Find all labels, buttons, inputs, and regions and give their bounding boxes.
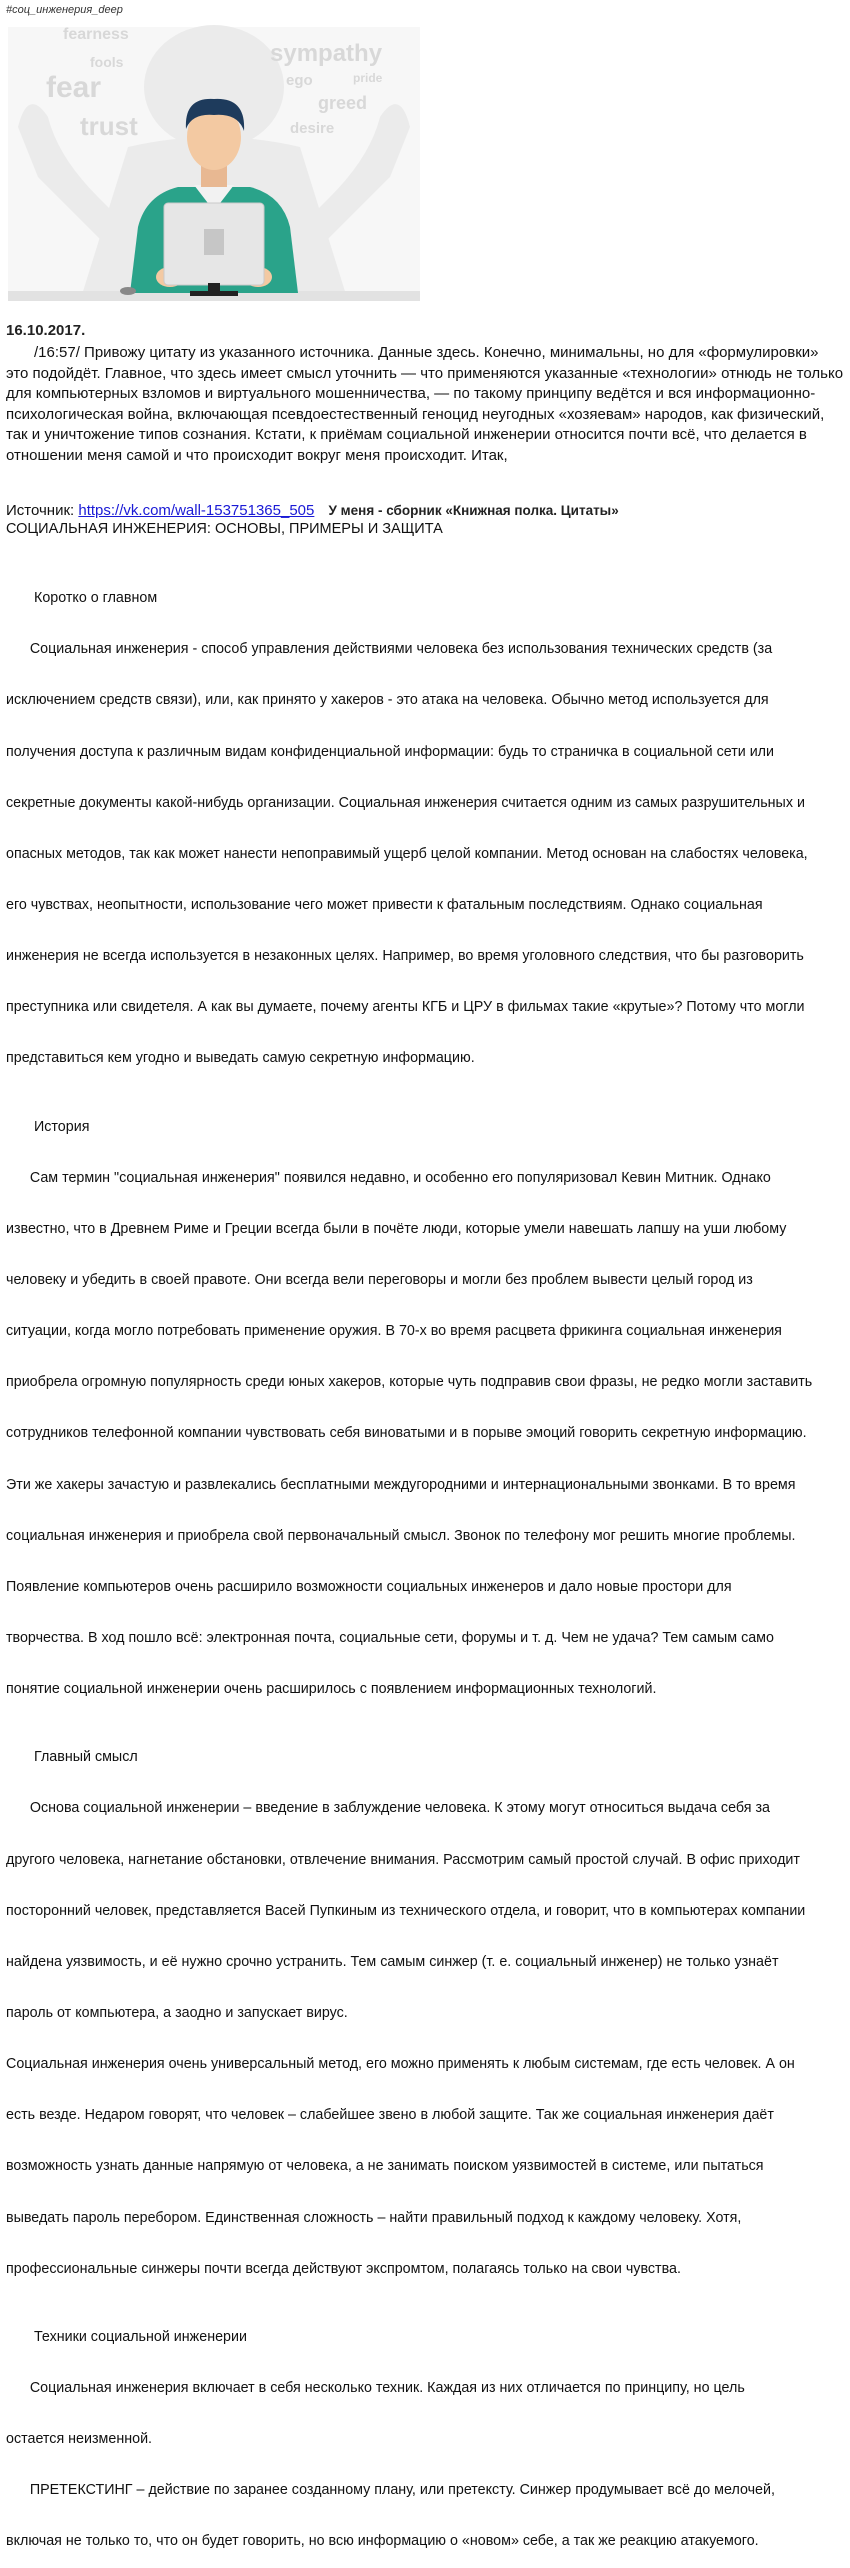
source-label: Источник:	[6, 502, 75, 519]
section-heading: Коротко о главном	[34, 590, 158, 607]
hacker-illustration	[8, 27, 420, 301]
word-pride: pride	[353, 71, 383, 85]
body-line: выведать пароль перебором. Единственная сложность – найти правильный подход к каждому человеку. Хотя,	[6, 2209, 742, 2226]
intro-line: психологическая война, включающая псевдоестественный геноцид неугодных «хозяевам» народов, как физический,	[6, 405, 825, 423]
body-line: другого человека, нагнетание обстановки, отвлечение внимания. Рассмотрим самый простой случай. В офис приходит	[6, 1851, 800, 1868]
intro-line: для компьютерных взломов и виртуального мошенничества, — по такому принципу ведётся и вся информационно-	[6, 385, 816, 402]
word-trust: trust	[80, 111, 138, 141]
body-line: Социальная инженерия включает в себя несколько техник. Каждая из них отличается по принципу, но цель	[6, 2380, 745, 2397]
intro-line: отношении меня самой и что происходит вокруг меня происходит. Итак,	[6, 446, 508, 464]
body-line: Эти же хакеры зачастую и развлекались бесплатными междугородними и интернациональными звонками. В то время	[6, 1476, 796, 1493]
body-line: ПРЕТЕКСТИНГ – действие по заранее созданному плану, или претексту. Синжер продумывает всё до мелочей,	[6, 2482, 775, 2499]
body-line: профессиональные синжеры почти всегда действуют экспромтом, полагаясь только на свои чувства.	[6, 2260, 681, 2277]
article-title: СОЦИАЛЬНАЯ ИНЖЕНЕРИЯ: ОСНОВЫ, ПРИМЕРЫ И ЗАЩИТА	[6, 521, 443, 537]
word-desire: desire	[290, 120, 335, 137]
body-line: человеку и убедить в своей правоте. Они всегда вели переговоры и могли без проблем вывести целый город из	[6, 1271, 753, 1288]
body-line: представиться кем угодно и выведать самую секретную информацию.	[6, 1050, 475, 1067]
body-line: ситуации, когда могло потребовать применение оружия. В 70-х во время расцвета фрикинга социальная инженерия	[6, 1323, 782, 1340]
intro-line: /16:57/ Привожу цитату из указанного источника. Данные здесь. Конечно, минимальны, но для «формулировки»	[34, 344, 819, 361]
body-line: Социальная инженерия очень универсальный метод, его можно применять к любым системам, где есть человек. А он	[6, 2056, 795, 2073]
body-line: включая не только то, что он будет говорить, но всю информацию о «новом» себе, а так же реакцию атакуемого.	[6, 2533, 759, 2550]
body-line: есть везде. Недаром говорят, что человек – слабейшее звено в любой защите. Так же социальная инженерия даёт	[6, 2107, 774, 2124]
body-line: Основа социальной инженерии – введение в заблуждение человека. К этому могут относиться выдача себя за	[6, 1800, 770, 1817]
body-line: творчества. В ход пошло всё: электронная почта, социальные сети, форумы и т. д. Чем не удача? Тем самым само	[6, 1629, 774, 1646]
word-fearness: fearness	[63, 26, 129, 43]
word-ego: ego	[286, 72, 313, 89]
body-line: опасных методов, так как может нанести непоправимый ущерб целой компании. Метод основан на слабостях человека,	[6, 845, 808, 862]
body-line: возможность узнать данные напрямую от человека, а не занимать поиском уязвимостей в системе, или пытаться	[6, 2158, 764, 2175]
body-line: Социальная инженерия - способ управления действиями человека без использования технических средств (за	[6, 641, 773, 658]
body-line: известно, что в Древнем Риме и Греции всегда были в почёте люди, которые умели навешать лапшу на уши любому	[6, 1220, 787, 1237]
post-date: 16.10.2017.	[6, 322, 86, 339]
body-line: секретные документы какой-нибудь организации. Социальная инженерия считается одним из самых разрушительных и	[6, 794, 805, 811]
word-sympathy: sympathy	[270, 40, 383, 67]
body-line: Появление компьютеров очень расширило возможности социальных инженеров и дало новые простори для	[6, 1578, 732, 1595]
section-heading: Главный смысл	[34, 1749, 138, 1766]
body-line: приобрела огромную популярность среди юных хакеров, которые чуть подправив свои фразы, не редко могли заставить	[6, 1374, 813, 1391]
intro-line: так и уничтожение типов сознания. Кстати, к приёмам социальной инженерии относится почти всё, что делается в	[6, 426, 807, 443]
article-body	[6, 556, 842, 2568]
hashtag-label: #соц_инженерия_deep	[6, 4, 123, 16]
body-line: его чувствах, неопытности, использование чего может привести к фатальным последствиям. Однако социальная	[6, 896, 763, 913]
word-fools: fools	[90, 54, 124, 70]
word-fear: fear	[46, 71, 102, 104]
body-line: понятие социальной инженерии очень расширилось с появлением информационных технологий.	[6, 1681, 657, 1698]
intro-line: это подойдёт. Главное, что здесь имеет смысл уточнить — что применяются указанные «технологии» отнюдь не только	[6, 364, 844, 382]
body-line: социальная инженерия и приобрела свой первоначальный смысл. Звонок по телефону мог решить многие проблемы.	[6, 1527, 796, 1544]
source-line	[6, 502, 619, 519]
body-line: преступника или свидетеля. А как вы думаете, почему агенты КГБ и ЦРУ в фильмах такие «крутые»? Потому что могли	[6, 999, 805, 1016]
body-line: остается неизменной.	[6, 2431, 153, 2448]
body-line: посторонний человек, представляется Васей Пупкиным из технического отдела, и говорит, что в компьютерах компании	[6, 1902, 806, 1919]
bookshelf-note: У меня - сборник «Книжная полка. Цитаты»	[328, 503, 619, 518]
body-line: Сам термин "социальная инженерия" появился недавно, и особенно его популяризовал Кевин Митник. Однако	[6, 1169, 771, 1186]
body-line: пароль от компьютера, а заодно и запускает вирус.	[6, 2004, 348, 2021]
body-line: сотрудников телефонной компании чувствовать себя виноватыми и в порыве эмоций говорить секретную информацию.	[6, 1425, 807, 1442]
body-line: получения доступа к различным видам конфиденциальной информации: будь то страничка в социальной сети или	[6, 743, 775, 760]
body-line: исключением средств связи), или, как принято у хакеров - это атака на человека. Обычно метод используется для	[6, 692, 769, 709]
section-heading: История	[34, 1118, 90, 1135]
body-line: инженерия не всегда используется в незаконных целях. Например, во время уголовного следствия, что бы разговорить	[6, 948, 804, 965]
intro-paragraph	[6, 343, 844, 466]
body-line: найдена уязвимость, и её нужно срочно устранить. Тем самым синжер (т. е. социальный инженер) не только узнаёт	[6, 1953, 779, 1970]
word-greed: greed	[318, 93, 368, 113]
source-link[interactable]: https://vk.com/wall-153751365_505	[78, 502, 315, 519]
section-heading: Техники социальной инженерии	[34, 2328, 247, 2345]
